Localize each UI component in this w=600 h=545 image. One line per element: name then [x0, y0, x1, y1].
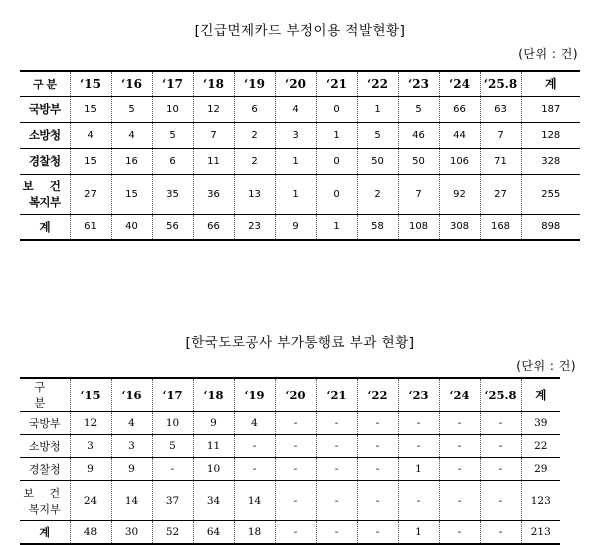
table-cell: 187	[521, 96, 580, 122]
table-cell: 6	[234, 96, 275, 122]
table-cell: 9	[111, 458, 152, 481]
table-cell: 30	[111, 521, 152, 544]
table-cell: 3	[275, 122, 316, 148]
row-label: 경찰청	[20, 148, 70, 174]
table-cell: 11	[193, 148, 234, 174]
table-row	[20, 458, 560, 481]
table-cell: 5	[357, 122, 398, 148]
row-label: 소방청	[20, 122, 70, 148]
header-cell: 계	[521, 378, 560, 412]
table-cell: 168	[480, 214, 521, 240]
table-cell: 15	[111, 174, 152, 214]
table-cell: -	[275, 435, 316, 458]
table-cell: 0	[316, 148, 357, 174]
row-label	[20, 481, 70, 521]
table-cell: 6	[152, 148, 193, 174]
table-cell: 27	[480, 174, 521, 214]
header-cell: ‘20	[275, 71, 316, 96]
header-cell: ‘15	[70, 71, 111, 96]
table-cell: -	[275, 521, 316, 544]
table-cell: 48	[70, 521, 111, 544]
row-label: 계	[20, 214, 70, 240]
table-cell: 255	[521, 174, 580, 214]
toll-surcharge-table	[20, 377, 560, 545]
table-cell: 11	[193, 435, 234, 458]
header-cell: ‘22	[357, 71, 398, 96]
row-label-line: 복지부	[28, 502, 61, 516]
table-cell: 14	[111, 481, 152, 521]
table-cell: -	[398, 481, 439, 521]
table-cell: 4	[275, 96, 316, 122]
table-row	[20, 148, 580, 174]
table-cell: 10	[152, 96, 193, 122]
table-cell: 63	[480, 96, 521, 122]
table-cell: 128	[521, 122, 580, 148]
table-cell: -	[439, 412, 480, 435]
header-cell: ‘17	[152, 378, 193, 412]
table-cell: 18	[234, 521, 275, 544]
header-cell: ‘21	[316, 378, 357, 412]
row-label: 국방부	[20, 412, 70, 435]
table-cell: 61	[70, 214, 111, 240]
header-cell: ‘15	[70, 378, 111, 412]
header-cell: 계	[521, 71, 580, 96]
header-cell: ‘25.8	[480, 378, 521, 412]
table-cell: 5	[152, 122, 193, 148]
table-cell: 3	[111, 435, 152, 458]
row-label-line: 보 건	[23, 486, 67, 500]
table-row	[20, 412, 560, 435]
table-cell: -	[357, 521, 398, 544]
table-cell: -	[357, 412, 398, 435]
table-cell: 10	[152, 412, 193, 435]
table-cell: -	[316, 435, 357, 458]
table1-unit: (단위 : 건)	[518, 47, 578, 61]
table-cell: 1	[275, 148, 316, 174]
table-cell: 123	[521, 481, 560, 521]
table-cell: -	[357, 458, 398, 481]
header-cell: ‘19	[234, 71, 275, 96]
table-cell: 108	[398, 214, 439, 240]
table-cell: -	[480, 481, 521, 521]
table-cell: 12	[70, 412, 111, 435]
table-cell: 5	[152, 435, 193, 458]
table-cell: 92	[439, 174, 480, 214]
table-cell: -	[398, 412, 439, 435]
header-cell: ‘23	[398, 378, 439, 412]
table-cell: -	[480, 412, 521, 435]
table-cell: 4	[70, 122, 111, 148]
table2-header-row	[20, 378, 560, 412]
row-label-line: 복지부	[28, 195, 61, 209]
table-cell: 9	[70, 458, 111, 481]
table-cell: 56	[152, 214, 193, 240]
table-cell: 5	[398, 96, 439, 122]
table-cell: 4	[111, 412, 152, 435]
header-cell: ‘22	[357, 378, 398, 412]
header-cell: ‘21	[316, 71, 357, 96]
table-cell: -	[439, 458, 480, 481]
table-cell: -	[439, 521, 480, 544]
table2-unit: (단위 : 건)	[516, 359, 576, 373]
table-cell: 14	[234, 481, 275, 521]
table-cell: 46	[398, 122, 439, 148]
table-cell: 7	[193, 122, 234, 148]
table-cell: 7	[398, 174, 439, 214]
table-cell: 71	[480, 148, 521, 174]
table-cell: 1	[316, 122, 357, 148]
table-row	[20, 435, 560, 458]
table-cell: -	[357, 435, 398, 458]
table-cell: -	[152, 458, 193, 481]
row-label: 소방청	[20, 435, 70, 458]
header-cell: ‘23	[398, 71, 439, 96]
table2-title: [한국도로공사 부가통행료 부과 현황]	[185, 335, 415, 351]
table-cell: 27	[70, 174, 111, 214]
table-cell: 34	[193, 481, 234, 521]
header-cell: ‘16	[111, 378, 152, 412]
table-cell: -	[275, 412, 316, 435]
table-cell: 37	[152, 481, 193, 521]
header-cell: ‘24	[439, 378, 480, 412]
header-cell: ‘18	[193, 378, 234, 412]
table-cell: 35	[152, 174, 193, 214]
table-cell: 0	[316, 174, 357, 214]
table-cell: 50	[398, 148, 439, 174]
table-cell: -	[275, 458, 316, 481]
table-cell: 1	[316, 214, 357, 240]
table-cell: 64	[193, 521, 234, 544]
table-cell: 15	[70, 96, 111, 122]
table-cell: 22	[521, 435, 560, 458]
table-cell: 2	[357, 174, 398, 214]
row-label: 경찰청	[20, 458, 70, 481]
table-cell: 9	[275, 214, 316, 240]
table-cell: 3	[70, 435, 111, 458]
table-cell: 39	[521, 412, 560, 435]
table-cell: 15	[70, 148, 111, 174]
table-cell: 2	[234, 148, 275, 174]
table-cell: -	[316, 412, 357, 435]
table-cell: 213	[521, 521, 560, 544]
table-cell: -	[439, 481, 480, 521]
header-cell: 구 분	[20, 378, 70, 412]
table-cell: -	[480, 521, 521, 544]
header-cell: ‘16	[111, 71, 152, 96]
row-label: 국방부	[20, 96, 70, 122]
table-cell: -	[398, 435, 439, 458]
table-cell: 58	[357, 214, 398, 240]
row-label-line: 보 건	[22, 179, 67, 193]
table-cell: -	[480, 458, 521, 481]
table-cell: 29	[521, 458, 560, 481]
table1-header-row	[20, 71, 580, 96]
table-cell: 66	[439, 96, 480, 122]
table-cell: 52	[152, 521, 193, 544]
header-cell: ‘24	[439, 71, 480, 96]
table1-title: [긴급면제카드 부정이용 적발현황]	[194, 23, 406, 39]
table-row	[20, 122, 580, 148]
table-cell: -	[275, 481, 316, 521]
header-cell: 구 분	[20, 71, 70, 96]
table-cell: 898	[521, 214, 580, 240]
row-label	[20, 174, 70, 214]
table-cell: 1	[398, 458, 439, 481]
header-cell: ‘18	[193, 71, 234, 96]
table-cell: 0	[316, 96, 357, 122]
table-cell: 7	[480, 122, 521, 148]
table-cell: 44	[439, 122, 480, 148]
table-row	[20, 96, 580, 122]
header-cell: ‘20	[275, 378, 316, 412]
table-cell: 4	[111, 122, 152, 148]
row-label: 계	[20, 521, 70, 544]
table-row	[20, 214, 580, 240]
table-cell: 24	[70, 481, 111, 521]
table-cell: 1	[275, 174, 316, 214]
table-cell: 13	[234, 174, 275, 214]
table-row	[20, 481, 560, 521]
table-cell: -	[480, 435, 521, 458]
table-cell: 50	[357, 148, 398, 174]
table-cell: -	[316, 458, 357, 481]
table-cell: -	[439, 435, 480, 458]
table-cell: 66	[193, 214, 234, 240]
table-cell: 40	[111, 214, 152, 240]
table-cell: -	[316, 521, 357, 544]
table-cell: 23	[234, 214, 275, 240]
table-cell: 308	[439, 214, 480, 240]
table-cell: 2	[234, 122, 275, 148]
table-cell: 328	[521, 148, 580, 174]
table-cell: 9	[193, 412, 234, 435]
table-cell: 5	[111, 96, 152, 122]
table-cell: 10	[193, 458, 234, 481]
table-cell: 12	[193, 96, 234, 122]
table-cell: 4	[234, 412, 275, 435]
table-cell: 1	[357, 96, 398, 122]
header-cell: ‘17	[152, 71, 193, 96]
emergency-card-misuse-table	[20, 70, 580, 241]
table-cell: 1	[398, 521, 439, 544]
table-cell: -	[234, 435, 275, 458]
table-cell: -	[316, 481, 357, 521]
header-cell: ‘19	[234, 378, 275, 412]
table-cell: 16	[111, 148, 152, 174]
table-row	[20, 174, 580, 214]
table-cell: -	[357, 481, 398, 521]
table-cell: 106	[439, 148, 480, 174]
header-cell: ‘25.8	[480, 71, 521, 96]
table-cell: 36	[193, 174, 234, 214]
table-row	[20, 521, 560, 544]
table-cell: -	[234, 458, 275, 481]
